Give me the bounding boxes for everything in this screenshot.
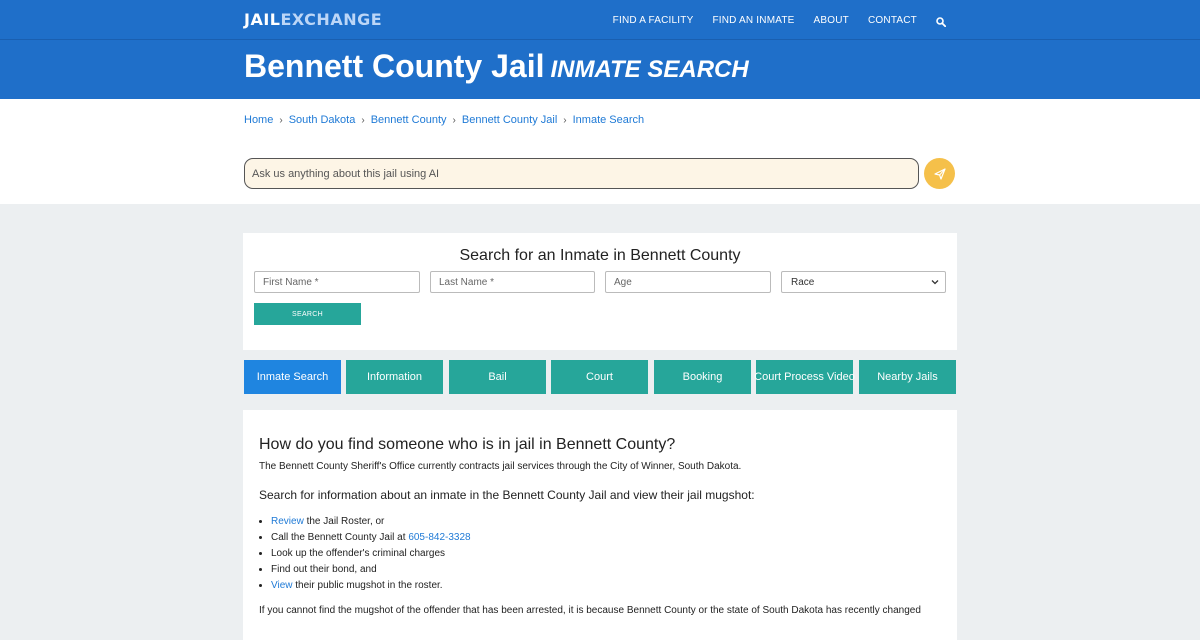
search-card-title: Search for an Inmate in Bennett County	[459, 247, 741, 264]
nav-contact[interactable]: CONTACT	[868, 14, 917, 26]
info-content-card	[243, 410, 957, 640]
tab-information[interactable]: Information	[346, 360, 443, 394]
review-link[interactable]: Review	[271, 516, 304, 527]
age-input[interactable]	[606, 273, 770, 293]
chevron-right-icon: ›	[279, 114, 283, 126]
nav-find-inmate[interactable]: FIND AN INMATE	[712, 14, 795, 26]
breadcrumb-jail[interactable]: Bennett County Jail	[461, 114, 558, 126]
breadcrumb-county[interactable]: Bennett County	[370, 114, 447, 126]
first-name-field	[254, 271, 420, 293]
list-item-text: Find out their bond, and	[271, 564, 377, 575]
list-item-text: Look up the offender's criminal charges	[271, 548, 446, 559]
list-item-text: their public mugshot in the roster.	[292, 580, 443, 591]
breadcrumb-state[interactable]: South Dakota	[288, 114, 356, 126]
phone-link[interactable]: 605-842-3328	[408, 532, 471, 543]
breadcrumb	[244, 114, 644, 126]
page-title	[244, 46, 749, 90]
content-subheading: Search for information about an inmate in the Bennett County Jail and view their jail mugshot:	[259, 488, 755, 502]
chevron-right-icon: ›	[563, 114, 567, 126]
ai-send-button[interactable]	[924, 158, 955, 189]
tab-court[interactable]: Court	[551, 360, 648, 394]
logo-text-jail: JAIL	[244, 10, 281, 29]
chevron-right-icon: ›	[361, 114, 365, 126]
last-name-input[interactable]	[431, 273, 594, 293]
inmate-search-card	[243, 233, 957, 350]
page-title-main: Bennett County Jail	[244, 48, 545, 84]
nav-find-facility[interactable]: FIND A FACILITY	[612, 14, 694, 26]
first-name-input[interactable]	[255, 273, 419, 293]
ai-question-input[interactable]	[245, 159, 918, 188]
search-icon[interactable]	[936, 14, 948, 26]
content-intro: The Bennett County Sheriff's Office currently contracts jail services through the City of Winner, South Dakota.	[259, 461, 742, 472]
site-logo[interactable]	[244, 10, 382, 30]
magnifier-glyph	[936, 17, 946, 27]
breadcrumb-home[interactable]: Home	[244, 114, 274, 126]
chevron-right-icon: ›	[452, 114, 456, 126]
top-navbar	[0, 0, 1200, 40]
ai-question-box	[244, 158, 919, 189]
list-item	[271, 530, 471, 546]
breadcrumb-inmate-search[interactable]: Inmate Search	[572, 114, 645, 126]
race-select[interactable]	[781, 271, 946, 293]
section-tabs	[244, 360, 957, 394]
chevron-down-icon	[931, 279, 939, 285]
last-name-field	[430, 271, 595, 293]
search-steps-list	[271, 514, 471, 594]
list-item	[271, 546, 471, 562]
page-title-sub: INMATE SEARCH	[550, 56, 749, 83]
tab-bail[interactable]: Bail	[449, 360, 546, 394]
paper-plane-icon	[934, 168, 946, 180]
tab-nearby-jails[interactable]: Nearby Jails	[859, 360, 956, 394]
list-item	[271, 514, 471, 530]
tab-booking[interactable]: Booking	[654, 360, 751, 394]
tab-inmate-search[interactable]: Inmate Search	[244, 360, 341, 394]
search-button[interactable]: SEARCH	[254, 303, 361, 325]
hero-banner	[0, 40, 1200, 99]
content-closing: If you cannot find the mugshot of the offender that has been arrested, it is because Bennett County or the state of South Dakota has recently changed	[259, 605, 921, 616]
main-nav	[594, 0, 948, 40]
list-item	[271, 578, 471, 594]
list-item	[271, 562, 471, 578]
age-field	[605, 271, 771, 293]
view-link[interactable]: View	[271, 580, 293, 591]
list-item-text: Call the Bennett County Jail at	[271, 532, 409, 543]
race-select-value: Race	[791, 276, 815, 288]
list-item-text: the Jail Roster, or	[303, 516, 385, 527]
tab-court-process-video[interactable]: Court Process Video	[756, 360, 853, 394]
content-heading: How do you find someone who is in jail in Bennett County?	[259, 436, 676, 453]
logo-text-exchange: EXCHANGE	[280, 10, 383, 29]
nav-about[interactable]: ABOUT	[813, 14, 849, 26]
breadcrumb-and-ai-section	[0, 99, 1200, 204]
